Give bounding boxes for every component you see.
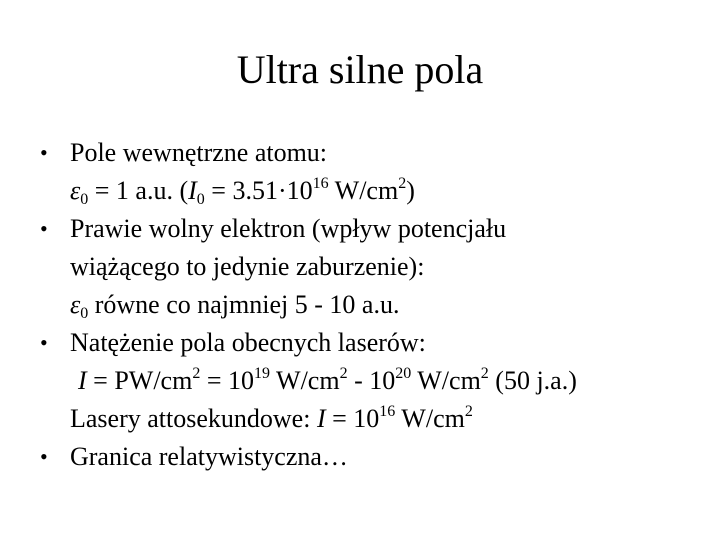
- formula-text: - 10: [347, 366, 396, 395]
- intensity-symbol: I: [78, 366, 87, 395]
- subscript: 0: [80, 305, 89, 322]
- bullet-list: [40, 134, 710, 476]
- formula-line: [70, 362, 710, 400]
- bullet-icon: •: [40, 330, 48, 355]
- bullet-item-laser-intensity: [40, 324, 710, 438]
- formula-line: [70, 286, 710, 324]
- bullet-line: Granica relatywistyczna…: [70, 442, 348, 471]
- bullet-line: Prawie wolny elektron (wpływ potencjału: [70, 214, 507, 243]
- formula-line: [70, 172, 710, 210]
- formula-line: [70, 400, 710, 438]
- bullet-icon: •: [40, 444, 48, 469]
- bullet-item-internal-field: [40, 134, 710, 210]
- formula-text: W/cm: [328, 176, 399, 205]
- superscript: 2: [192, 365, 201, 382]
- intensity-symbol: I: [316, 404, 326, 433]
- bullet-line: Natężenie pola obecnych laserów:: [70, 328, 426, 357]
- superscript: 20: [395, 365, 412, 382]
- formula-text: = 1 a.u. (: [88, 176, 189, 205]
- formula-text: ): [406, 176, 415, 205]
- superscript: 2: [339, 365, 348, 382]
- intensity-symbol: I: [188, 176, 197, 205]
- bullet-line: Pole wewnętrzne atomu:: [70, 138, 328, 167]
- formula-text: W/cm: [411, 366, 481, 395]
- formula-text: Lasery attosekundowe:: [70, 404, 317, 433]
- superscript: 19: [254, 365, 270, 382]
- formula-text: W/cm: [395, 404, 465, 433]
- formula-text: = 10: [325, 404, 380, 433]
- bullet-line: wiążącego to jedynie zaburzenie):: [70, 252, 425, 281]
- superscript: 2: [480, 365, 489, 382]
- slide-title: Ultra silne pola: [236, 47, 484, 92]
- superscript: 16: [312, 175, 329, 192]
- subscript: 0: [196, 191, 205, 208]
- bullet-icon: •: [40, 216, 48, 241]
- superscript: 2: [464, 403, 473, 420]
- formula-text: W/cm: [270, 366, 340, 395]
- bullet-icon: •: [40, 140, 48, 165]
- bullet-item-relativistic-limit: [40, 438, 710, 476]
- formula-text: = PW/cm: [86, 366, 193, 395]
- formula-text: (50 j.a.): [488, 366, 577, 395]
- formula-text: = 3.51·10: [204, 176, 313, 205]
- subscript: 0: [80, 191, 89, 208]
- formula-text: = 10: [200, 366, 254, 395]
- formula-text: równe co najmniej 5 - 10 a.u.: [88, 290, 400, 319]
- bullet-item-free-electron: [40, 210, 710, 324]
- superscript: 2: [398, 175, 407, 192]
- superscript: 16: [379, 403, 396, 420]
- epsilon-symbol: ε: [70, 176, 81, 205]
- epsilon-symbol: ε: [70, 290, 81, 319]
